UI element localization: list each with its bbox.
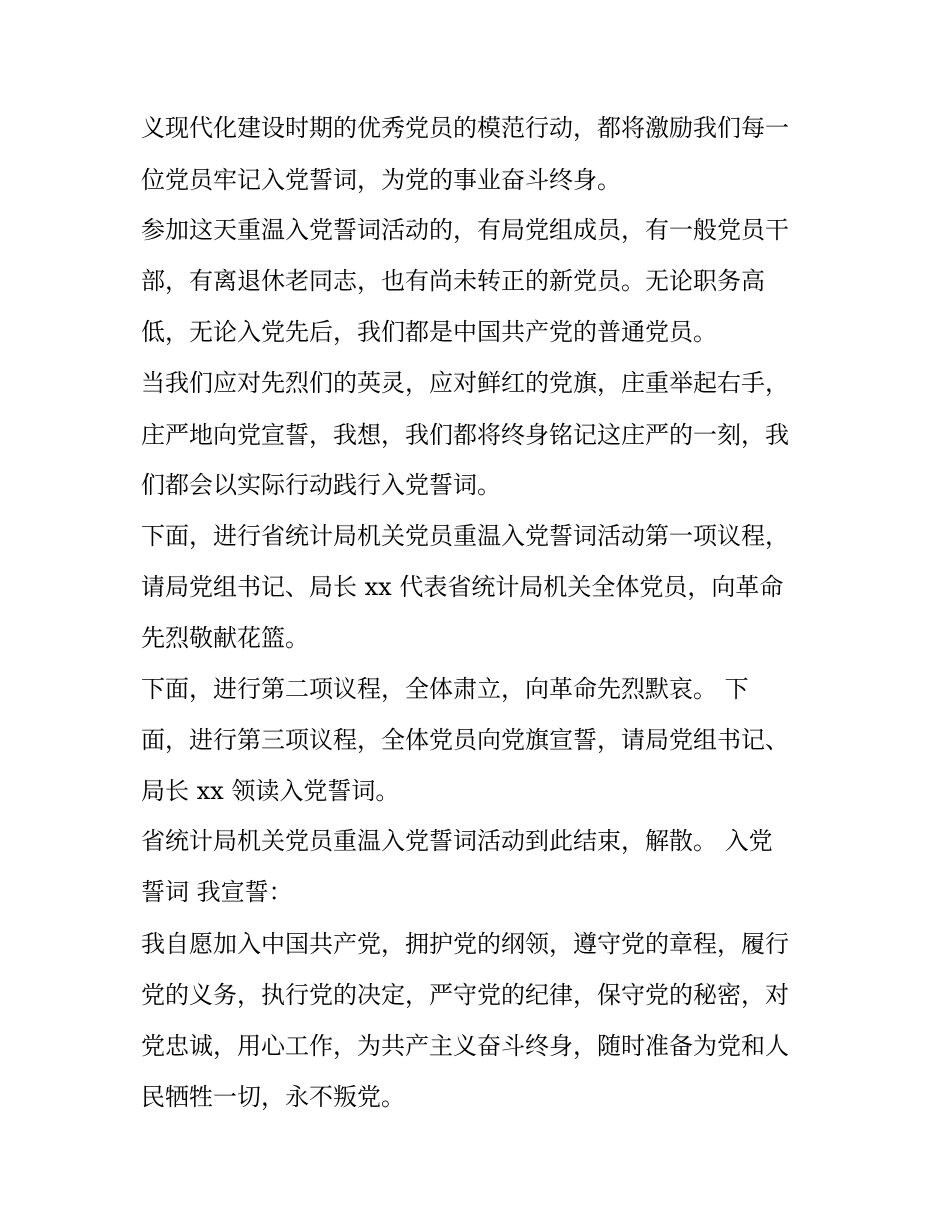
- text-line: 省统计局机关党员重温入党誓词活动到此结束，解散。 入党: [141, 827, 773, 855]
- text-line: 低，无论入党先后，我们都是中国共产党的普通党员。: [141, 318, 717, 346]
- text-line: 下面，进行省统计局机关党员重温入党誓词活动第一项议程，: [141, 522, 789, 550]
- text-line: 党忠诚，用心工作，为共产主义奋斗终身，随时准备为党和人: [141, 1032, 789, 1060]
- text-line: 部，有离退休老同志，也有尚未转正的新党员。无论职务高: [141, 267, 765, 295]
- text-line: 局长 xx 领读入党誓词。: [141, 777, 400, 805]
- text-line: 义现代化建设时期的优秀党员的模范行动，都将激励我们每一: [141, 114, 789, 142]
- text-line: 面，进行第三项议程，全体党员向党旗宣誓，请局党组书记、: [141, 726, 789, 754]
- text-line: 参加这天重温入党誓词活动的，有局党组成员，有一般党员干: [141, 216, 789, 244]
- text-line: 下面，进行第二项议程，全体肃立，向革命先烈默哀。 下: [141, 675, 749, 703]
- text-line: 我自愿加入中国共产党，拥护党的纲领，遵守党的章程，履行: [141, 930, 789, 958]
- text-line: 位党员牢记入党誓词，为党的事业奋斗终身。: [141, 166, 621, 194]
- text-line: 先烈敬献花篮。: [141, 624, 309, 652]
- text-line: 庄严地向党宣誓，我想，我们都将终身铭记这庄严的一刻，我: [141, 421, 789, 449]
- text-line: 誓词 我宣誓：: [141, 878, 293, 906]
- text-line: 党的义务，执行党的决定，严守党的纪律，保守党的秘密，对: [141, 981, 789, 1009]
- text-line: 民牺牲一切，永不叛党。: [141, 1083, 405, 1111]
- text-line: 们都会以实际行动践行入党誓词。: [141, 471, 501, 499]
- text-line: 当我们应对先烈们的英灵，应对鲜红的党旗，庄重举起右手，: [141, 369, 789, 397]
- text-line: 请局党组书记、局长 xx 代表省统计局机关全体党员，向革命: [141, 573, 784, 601]
